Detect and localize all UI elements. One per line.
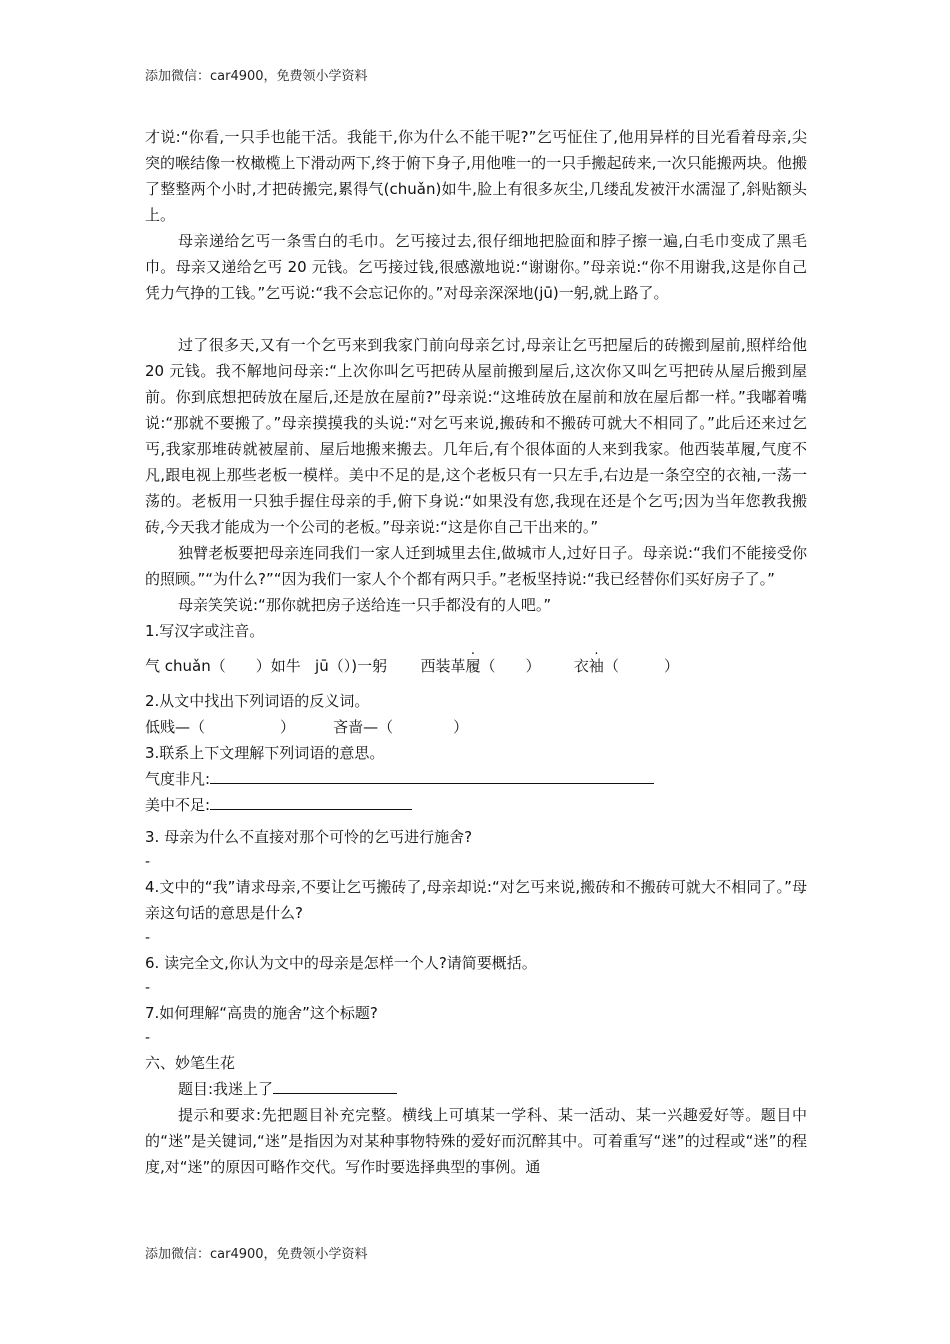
section-6-topic	[145, 1076, 807, 1102]
q1-item-lv-pre: 西装革	[420, 657, 466, 675]
q2-item-linse: 吝啬—（ ）	[333, 718, 469, 736]
q1-item-xiu-dotted: 袖	[588, 657, 604, 675]
q3-label-qidu: 气度非凡:	[145, 770, 211, 788]
section-6-heading: 六、妙笔生花	[145, 1054, 236, 1072]
story-paragraph-1: 才说:“你看,一只手也能干活。我能干,你为什么不能干呢?”乞丐怔住了,他用异样的目光看着母亲,尖突的喉结像一枚橄榄上下滑动两下,终于俯下身子,用他唯一的一只手搬起砖来,一次只能搬两块。他搬了整整两个小时,才把砖搬完,累得气(chuǎn)如牛,脸上有很多灰尘,几缕乱发被汗水濡湿了,斜贴额头上。	[145, 128, 807, 224]
question-3-item-a	[145, 766, 807, 792]
footer-note: 添加微信：car4900，免费领小学资料	[145, 1247, 368, 1262]
answer-area-4[interactable]: -	[145, 930, 151, 946]
q2-item-dijian: 低贱—（ ）	[145, 718, 296, 736]
q3-label-meizhong: 美中不足:	[145, 796, 211, 814]
question-2-title: 2.从文中找出下列词语的反义词。	[145, 692, 370, 710]
question-2-items	[145, 714, 807, 740]
q1-item-ju: jū（）)一躬	[315, 657, 388, 675]
section-6-requirement: 提示和要求:先把题目补充完整。横线上可填某一学科、某一活动、某一兴趣爱好等。题目中的“迷”是关键词,“迷”是指因为对某种事物特殊的爱好而沉醉其中。可着重写“迷”的过程或“迷”的程度,对“迷”的原因可略作交代。写作时要选择典型的事例。通	[145, 1106, 807, 1176]
question-6-title: 6. 读完全文,你认为文中的母亲是怎样一个人?请简要概括。	[145, 954, 537, 972]
topic-label: 题目:我迷上了	[178, 1080, 274, 1098]
question-3-item-b	[145, 792, 807, 818]
question-7-title: 7.如何理解“高贵的施舍”这个标题?	[145, 1004, 378, 1022]
question-3-title: 3.联系上下文理解下列词语的意思。	[145, 744, 385, 762]
answer-area-3b[interactable]: -	[145, 854, 151, 870]
worksheet-content	[145, 124, 807, 1180]
question-4-title: 4.文中的“我”请求母亲,不要让乞丐搬砖了,母亲却说:“对乞丐来说,搬砖和不搬砖可就大不相同了。”母亲这句话的意思是什么?	[145, 878, 807, 922]
answer-line-qidu[interactable]	[210, 766, 654, 784]
story-paragraph-3: 过了很多天,又有一个乞丐来到我家门前向母亲乞讨,母亲让乞丐把屋后的砖搬到屋前,照样给他 20 元钱。我不解地问母亲:“上次你叫乞丐把砖从屋前搬到屋后,这次你又叫乞丐把砖从屋后搬到屋前。你到底想把砖放在屋后,还是放在屋前?”母亲说:“这堆砖放在屋前和放在屋后都一样。”我嘟着嘴说:“那就不要搬了。”母亲摸摸我的头说:“对乞丐来说,搬砖和不搬砖可就大不相同了。”此后还来过乞丐,我家那堆砖就被屋前、屋后地搬来搬去。几年后,有个很体面的人来到我家。他西装革履,气度不凡,跟电视上那些老板一模样。美中不足的是,这个老板只有一只左手,右边是一条空空的衣袖,一荡一荡的。老板用一只独手握住母亲的手,俯下身说:“如果没有您,我现在还是个乞丐;因为当年您教我搬砖,今天我才能成为一个公司的老板。”母亲说:“这是你自己干出来的。”	[145, 336, 807, 536]
header-note: 添加微信：car4900，免费领小学资料	[145, 69, 368, 84]
topic-blank-line[interactable]	[273, 1076, 397, 1094]
q1-item-lv-post: （ ）	[480, 657, 541, 675]
story-paragraph-2: 母亲递给乞丐一条雪白的毛巾。乞丐接过去,很仔细地把脸面和脖子擦一遍,白毛巾变成了黑毛巾。母亲又递给乞丐 20 元钱。乞丐接过钱,很感激地说:“谢谢你。”母亲说:“你不用谢我,这是你自己凭力气挣的工钱。”乞丐说:“我不会忘记你的。”对母亲深深地(jū)一躬,就上路了。	[145, 232, 807, 302]
q1-item-xiu-pre: 衣	[573, 657, 589, 675]
question-1-title: 1.写汉字或注音。	[145, 622, 265, 640]
answer-area-7[interactable]: -	[145, 1030, 151, 1046]
q1-item-lv-dotted: 履	[465, 657, 481, 675]
answer-line-meizhong[interactable]	[210, 792, 412, 810]
story-paragraph-5: 母亲笑笑说:“那你就把房子送给连一只手都没有的人吧。”	[178, 596, 552, 614]
paragraph-gap	[145, 306, 807, 332]
story-paragraph-4: 独臂老板要把母亲连同我们一家人迁到城里去住,做城市人,过好日子。母亲说:“我们不能接受你的照顾。”“为什么?”“因为我们一家人个个都有两只手。”老板坚持说:“我已经替你们买好房子了。”	[145, 544, 807, 588]
q1-item-chuan: 气 chuǎn（ ）如牛	[145, 657, 301, 675]
question-1-items	[145, 653, 807, 679]
q1-item-xiu-post: （ ）	[603, 657, 679, 675]
answer-area-6[interactable]: -	[145, 980, 151, 996]
question-3b-title: 3. 母亲为什么不直接对那个可怜的乞丐进行施舍?	[145, 828, 473, 846]
